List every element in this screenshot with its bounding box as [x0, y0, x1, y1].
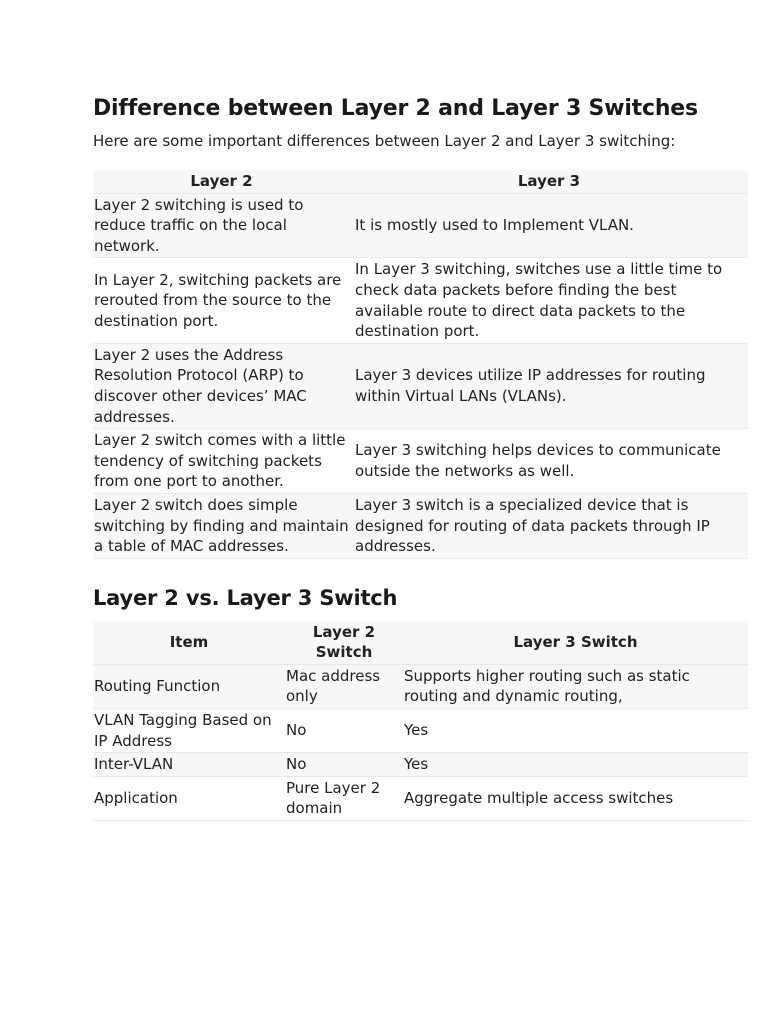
table-cell-layer-2-switch: Pure Layer 2 domain: [285, 776, 403, 820]
table-cell-layer-2: Layer 2 uses the Address Resolution Protocol (ARP) to discover other devices’ MAC addresses.: [93, 343, 350, 428]
table-cell-layer-3-switch: Aggregate multiple access switches: [403, 776, 748, 820]
table-cell-item: VLAN Tagging Based on IP Address: [93, 709, 285, 753]
table-cell-layer-2-switch: No: [285, 709, 403, 753]
table-row: [93, 193, 748, 258]
table-row: [93, 258, 748, 343]
section-title-comparison: Layer 2 vs. Layer 3 Switch: [93, 585, 398, 610]
table-cell-item: Inter-VLAN: [93, 753, 285, 777]
table-cell-layer-3-switch: Yes: [403, 709, 748, 753]
table-cell-layer-3: Layer 3 switch is a specialized device that is designed for routing of data packets through IP addresses.: [350, 493, 748, 558]
table-cell-layer-3-switch: Supports higher routing such as static routing and dynamic routing,: [403, 664, 748, 708]
document-page: [93, 94, 748, 821]
switch-comparison-table: [93, 621, 748, 821]
section-title-differences: Difference between Layer 2 and Layer 3 Switches: [93, 96, 698, 121]
table-row: [93, 753, 748, 777]
table-cell-layer-3: In Layer 3 switching, switches use a little time to check data packets before finding the best available route to direct data packets to the destination port.: [350, 258, 748, 343]
table-cell-layer-2: Layer 2 switch does simple switching by finding and maintain a table of MAC addresses.: [93, 493, 350, 558]
table-row: [93, 429, 748, 494]
table-cell-layer-2-switch: No: [285, 753, 403, 777]
table-row: [93, 709, 748, 753]
table-row: [93, 343, 748, 428]
column-header-layer-2-switch: Layer 2 Switch: [285, 621, 403, 665]
table-cell-layer-2: In Layer 2, switching packets are rerouted from the source to the destination port.: [93, 258, 350, 343]
table-header-row: [93, 170, 748, 193]
table-header-row: [93, 621, 748, 665]
comparison-section: [93, 583, 748, 821]
table-cell-item: Routing Function: [93, 664, 285, 708]
table-row: [93, 664, 748, 708]
column-header-layer-3: Layer 3: [350, 170, 748, 193]
table-cell-layer-2: Layer 2 switch comes with a little tendency of switching packets from one port to another.: [93, 429, 350, 494]
table-cell-layer-3: Layer 3 devices utilize IP addresses for routing within Virtual LANs (VLANs).: [350, 343, 748, 428]
column-header-layer-2: Layer 2: [93, 170, 350, 193]
table-cell-layer-2: Layer 2 switching is used to reduce traffic on the local network.: [93, 193, 350, 258]
table-row: [93, 776, 748, 820]
table-cell-layer-3-switch: Yes: [403, 753, 748, 777]
table-row: [93, 493, 748, 558]
table-cell-layer-3: Layer 3 switching helps devices to communicate outside the networks as well.: [350, 429, 748, 494]
table-cell-layer-3: It is mostly used to Implement VLAN.: [350, 193, 748, 258]
layer-differences-table: [93, 170, 748, 559]
column-header-layer-3-switch: Layer 3 Switch: [403, 621, 748, 665]
table-cell-layer-2-switch: Mac address only: [285, 664, 403, 708]
column-header-item: Item: [93, 621, 285, 665]
table-cell-item: Application: [93, 776, 285, 820]
intro-paragraph: Here are some important differences between Layer 2 and Layer 3 switching:: [93, 132, 676, 150]
